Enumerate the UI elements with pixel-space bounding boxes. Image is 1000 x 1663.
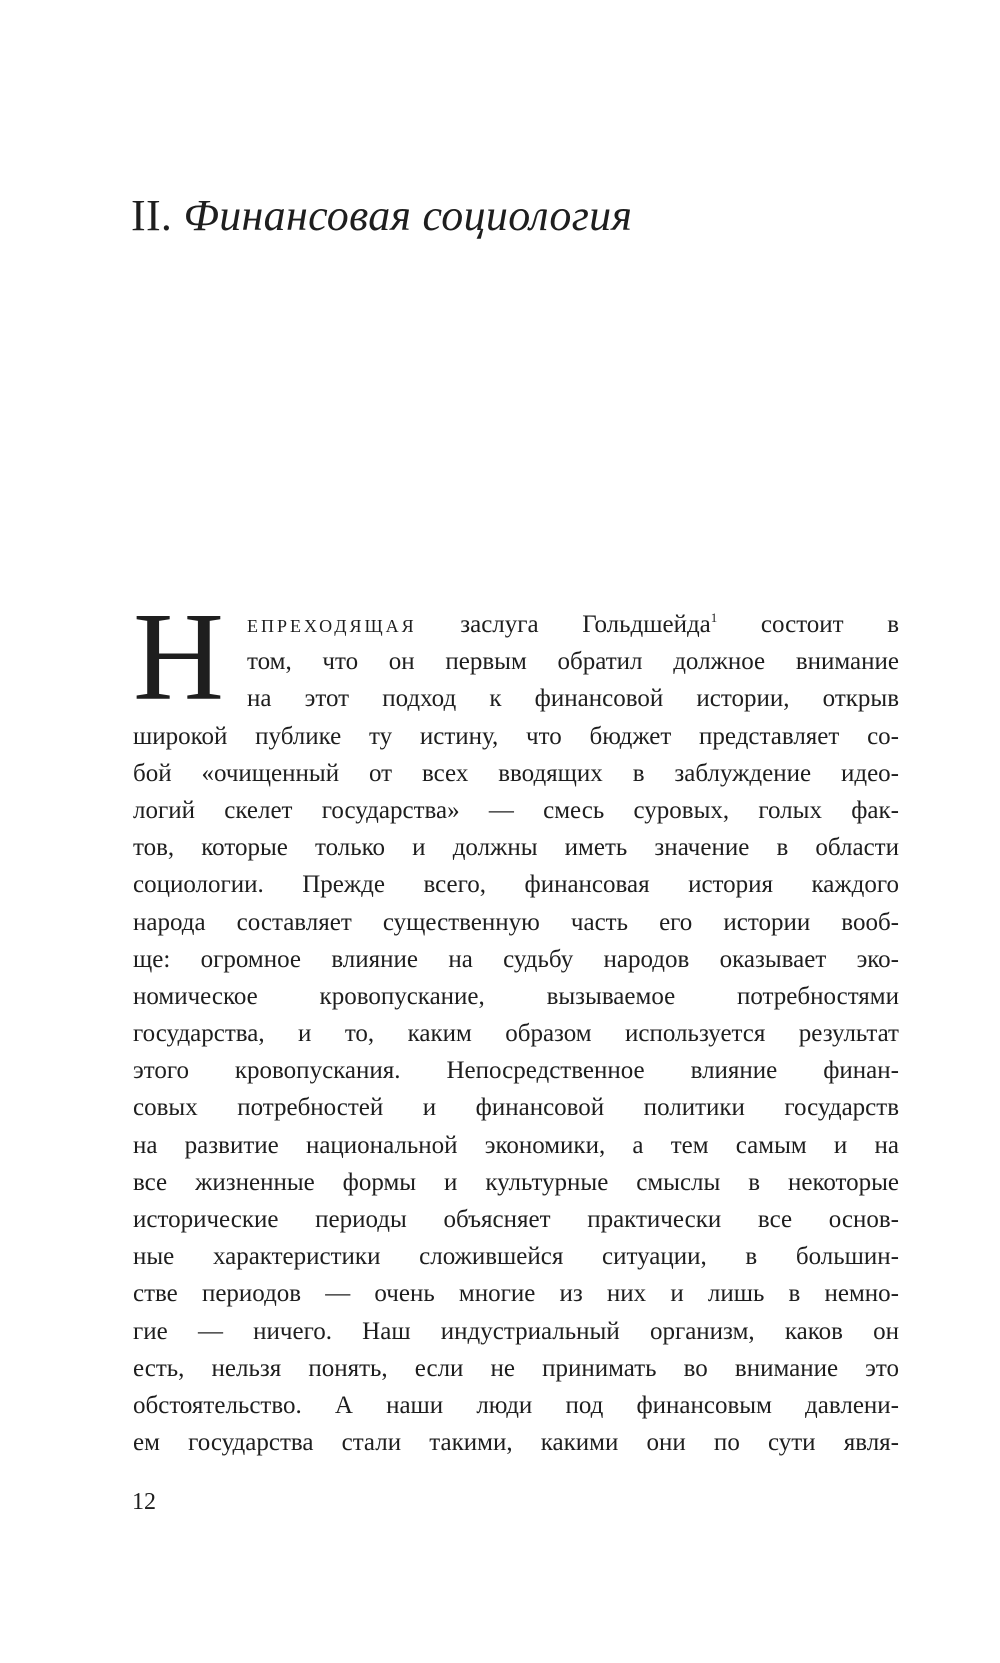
paragraph-line: номическое кровопускание, вызываемое потребностями — [133, 982, 899, 1010]
chapter-title-text: Финансовая социология — [183, 191, 633, 240]
line-1-end: состоит в — [760, 611, 899, 638]
paragraph-line: народа составляет существенную часть его истории вооб- — [133, 908, 899, 936]
paragraph-line: широкой публике ту истину, что бюджет представляет со- — [133, 722, 899, 750]
footnote-reference[interactable]: 1 — [710, 610, 718, 625]
paragraph-line: тов, которые только и должны иметь значение в области — [133, 834, 899, 862]
paragraph-line: совых потребностей и финансовой политики государств — [133, 1094, 899, 1122]
paragraph-line: на этот подход к финансовой истории, открыв — [247, 685, 899, 713]
paragraph-line: бой «очищенный от всех вводящих в заблуждение идео- — [133, 759, 899, 787]
paragraph-line: обстоятельство. А наши люди под финансовым давлени- — [133, 1391, 899, 1419]
opening-smallcaps: епреходящая — [247, 611, 417, 638]
paragraph-line: ем государства стали такими, какими они по сути явля- — [133, 1429, 899, 1457]
paragraph-line: государства, и то, каким образом используется результат — [133, 1020, 899, 1048]
paragraph-line: социологии. Прежде всего, финансовая история каждого — [133, 871, 899, 899]
line-1-text: заслуга Гольдшейда — [460, 611, 711, 638]
chapter-number: II. — [131, 191, 173, 240]
drop-cap: Н — [133, 588, 224, 727]
paragraph-line: есть, нельзя понять, если не принимать во внимание это — [133, 1354, 899, 1382]
paragraph-line: ще: огромное влияние на судьбу народов оказывает эко- — [133, 945, 899, 973]
paragraph-line: ные характеристики сложившейся ситуации, в большин- — [133, 1243, 899, 1271]
paragraph-line: логий скелет государства» — смесь суровых, голых фак- — [133, 796, 899, 824]
body-paragraph — [133, 588, 899, 1461]
paragraph-line: этого кровопускания. Непосредственное влияние финан- — [133, 1057, 899, 1085]
paragraph-line: на развитие национальной экономики, а тем самым и на — [133, 1131, 899, 1159]
paragraph-line: все жизненные формы и культурные смыслы в некоторые — [133, 1168, 899, 1196]
page-number: 12 — [132, 1489, 156, 1515]
paragraph-line: исторические периоды объясняет практически все основ- — [133, 1206, 899, 1233]
chapter-title — [131, 188, 632, 244]
paragraph-line: том, что он первым обратил должное внимание — [247, 648, 899, 676]
paragraph-line: гие — ничего. Наш индустриальный организм, каков он — [133, 1317, 899, 1345]
paragraph-line: стве периодов — очень многие из них и лишь в немно- — [133, 1280, 899, 1308]
paragraph-line-1 — [247, 606, 899, 643]
